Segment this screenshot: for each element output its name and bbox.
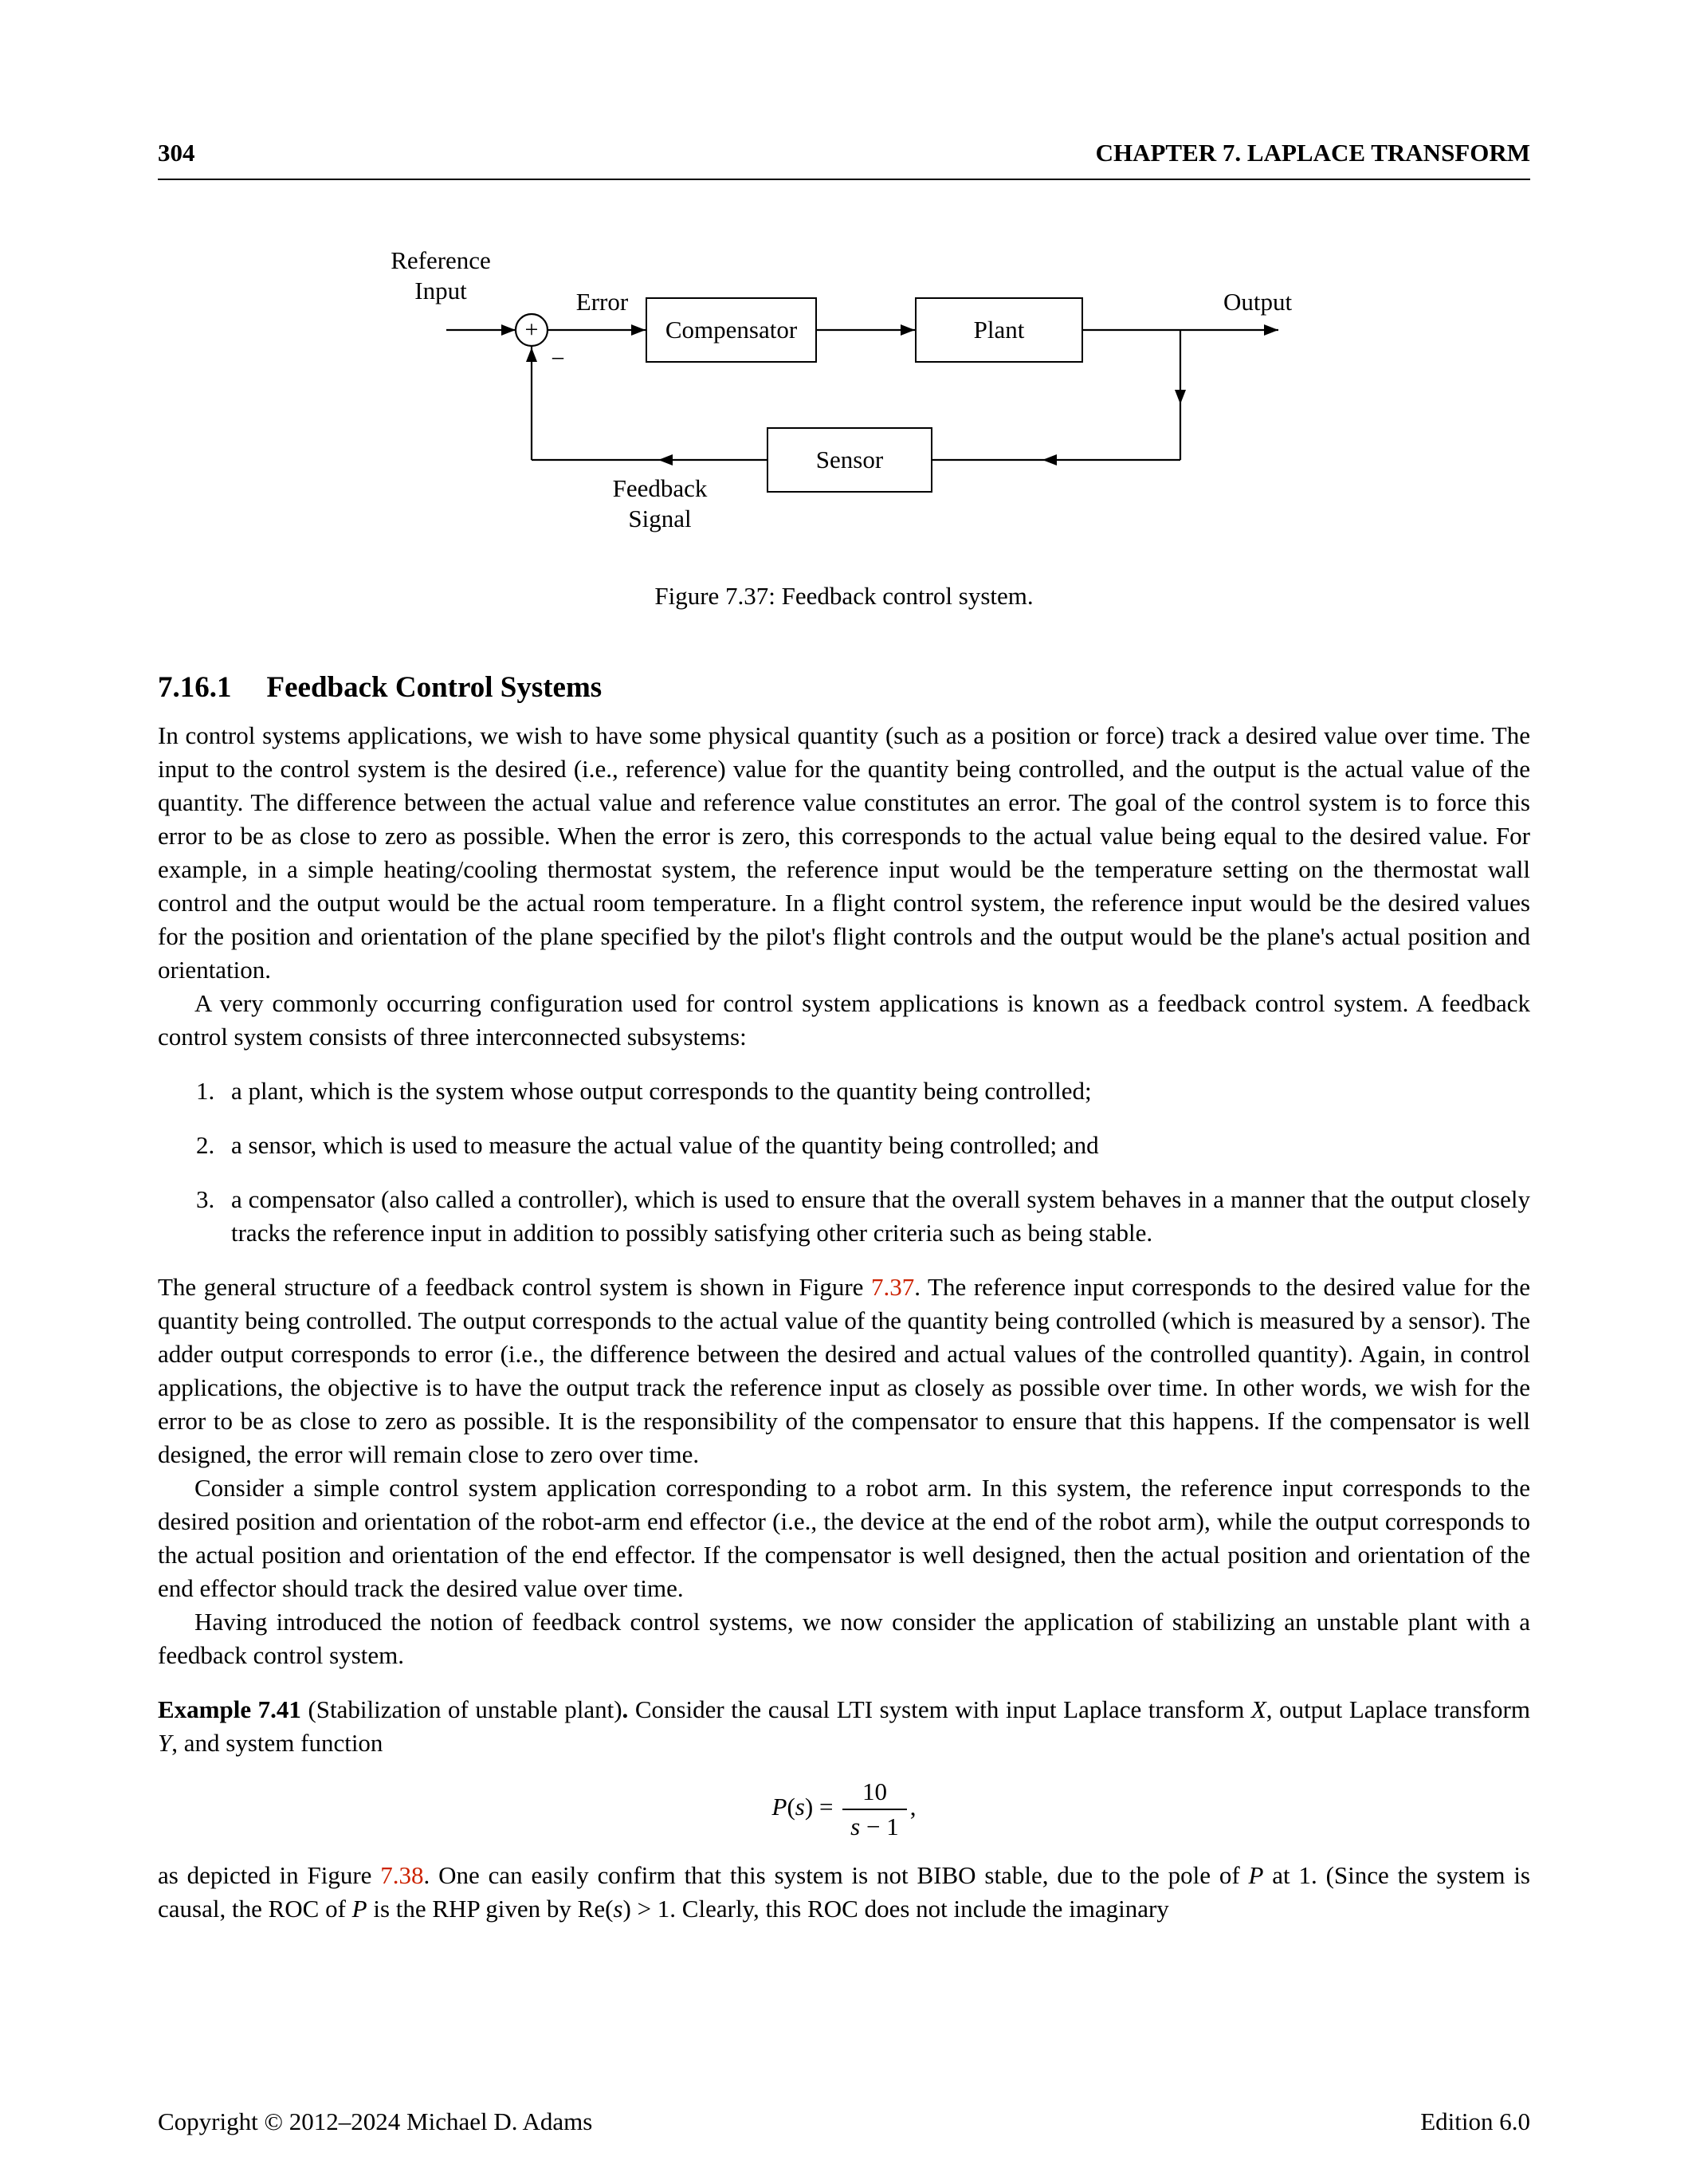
arrow-into-plant	[901, 324, 915, 336]
paragraph-general-structure	[158, 1271, 1530, 1471]
text-run: ) > 1. Clearly, this ROC does not include the imaginary	[622, 1895, 1169, 1923]
text-run: at 1. (Since the system is causal, the ROC of	[158, 1861, 1530, 1923]
text-run: . The reference input corresponds to the desired value for the quantity being controlled. The output corresponds to the actual value of the quantity being controlled (which is measured by a sensor). The adder output corresponds to error (i.e., the difference between the desired and actual values of the controlled quantity). Again, in control applications, the objective is to have the output track the reference input as closely as possible over time. In other words, we wish for the error to be as close to zero as possible. It is the responsibility of the compensator to ensure that this happens. If the compensator is well designed, the error will remain close to zero over time.	[158, 1273, 1531, 1468]
text-run: as depicted in Figure	[158, 1861, 381, 1889]
figure-ref-7-38[interactable]: 7.38	[380, 1861, 424, 1889]
math-var-s: s	[613, 1895, 623, 1923]
figure-caption: Figure 7.37: Feedback control system.	[654, 582, 1034, 610]
text-run: The general structure of a feedback control system is shown in Figure	[158, 1273, 872, 1301]
output-label: Output	[1223, 288, 1293, 316]
arrow-into-compensator	[631, 324, 646, 336]
math-paren: (	[787, 1793, 795, 1821]
list-number: 1.	[196, 1077, 215, 1105]
text-run: , and system function	[171, 1729, 383, 1757]
adder-minus-sign: −	[551, 344, 565, 372]
math-minus: −	[860, 1813, 887, 1840]
example-7-41	[158, 1693, 1530, 1760]
chapter-title: CHAPTER 7. LAPLACE TRANSFORM	[1095, 139, 1530, 167]
fraction-denominator	[842, 1809, 907, 1841]
text-run: Consider the causal LTI system with input Laplace transform	[628, 1695, 1251, 1723]
list-number: 3.	[196, 1185, 215, 1213]
figure-7-37	[158, 241, 1530, 612]
math-var-P: P	[1248, 1861, 1264, 1889]
math-var-s: s	[850, 1813, 861, 1840]
page-header	[158, 137, 1530, 180]
text-run: is the RHP given by Re(	[367, 1895, 614, 1923]
list-text: a plant, which is the system whose output corresponds to the quantity being controlled;	[231, 1077, 1092, 1105]
paragraph-having-introduced: Having introduced the notion of feedback control systems, we now consider the application of stabilizing an unstable plant with a feedback control system.	[158, 1608, 1530, 1669]
list-number: 2.	[196, 1131, 215, 1159]
text-run: , output Laplace transform	[1266, 1695, 1530, 1723]
error-label: Error	[575, 288, 629, 316]
paragraph-feedback-config: A very commonly occurring configuration used for control system applications is known as a feedback control system. A feedback control system consists of three interconnected subsystems:	[158, 989, 1530, 1051]
plant-label: Plant	[973, 316, 1025, 344]
sensor-block	[767, 427, 932, 493]
math-paren: )	[804, 1793, 814, 1821]
math-comma: ,	[909, 1793, 917, 1821]
arrow-into-sensor	[1042, 454, 1057, 465]
list-item-compensator	[158, 1183, 1530, 1250]
reference-input-label	[349, 246, 532, 306]
list-item-plant	[158, 1074, 1530, 1108]
subsystem-list	[158, 1074, 1530, 1250]
math-var-Y: Y	[158, 1729, 172, 1757]
reference-label-line1: Reference	[391, 246, 491, 274]
fraction	[842, 1777, 907, 1841]
paragraph-intro: In control systems applications, we wish to have some physical quantity (such as a position or force) track a desired value over time. The input to the control system is the desired (i.e., reference) value for the quantity being controlled, and the output is the actual value of the quantity. The difference between the actual value and reference value constitutes an error. The goal of the control system is to force this error to be as close to zero as possible. When the error is zero, this corresponds to the actual value being equal to the desired value. For example, in a simple heating/cooling thermostat system, the reference input would be the temperature setting on the thermostat wall control and the output would be the actual room temperature. In a flight control system, the reference input would be the desired values for the position and orientation of the plane specified by the pilot's flight controls and the output would be the plane's actual position and orientation.	[158, 721, 1530, 984]
list-item-sensor	[158, 1129, 1530, 1162]
arrow-branch-down	[1175, 390, 1186, 404]
arrow-output	[1264, 324, 1278, 336]
feedback-label-line2: Signal	[628, 505, 692, 532]
list-text: a compensator (also called a controller), which is used to ensure that the overall system behaves in a manner that the output closely tracks the reference input in addition to possibly satisfying other criteria such as being stable.	[231, 1185, 1530, 1247]
compensator-label: Compensator	[665, 316, 798, 344]
adder-plus-sign: +	[524, 316, 539, 343]
section-heading	[158, 670, 1530, 706]
feedback-signal-label	[584, 473, 736, 534]
list-text: a sensor, which is used to measure the actual value of the quantity being controlled; and	[231, 1131, 1099, 1159]
feedback-label-line1: Feedback	[612, 474, 708, 502]
copyright-text: Copyright © 2012–2024 Michael D. Adams	[158, 2107, 593, 2135]
page-number: 304	[158, 139, 195, 167]
reference-label-line2: Input	[414, 277, 467, 304]
example-period: .	[622, 1695, 629, 1723]
arrow-feedback-up	[526, 348, 537, 362]
compensator-block	[646, 297, 817, 363]
math-var-P: P	[351, 1895, 367, 1923]
figure-ref-7-37[interactable]: 7.37	[871, 1273, 915, 1301]
text-run: . One can easily confirm that this system is not BIBO stable, due to the pole of	[423, 1861, 1249, 1889]
math-equals: =	[813, 1793, 840, 1821]
plant-block	[915, 297, 1083, 363]
edition-text: Edition 6.0	[1420, 2107, 1530, 2135]
paragraph-closing	[158, 1859, 1530, 1926]
page-footer	[158, 2106, 1530, 2138]
equation-P-of-s	[158, 1777, 1530, 1841]
arrow-into-adder	[501, 324, 516, 336]
section-number: 7.16.1	[158, 671, 232, 704]
sensor-label: Sensor	[815, 446, 884, 473]
section-title: Feedback Control Systems	[266, 671, 603, 704]
paragraph-robot-arm: Consider a simple control system application corresponding to a robot arm. In this system, the reference input corresponds to the desired position and orientation of the robot-arm end effector (i.e., the device at the end of the robot arm), while the output corresponds to the actual position and orientation of the end effector. If the compensator is well designed, then the actual position and orientation of the end effector should track the desired value over time.	[158, 1474, 1530, 1602]
fraction-numerator: 10	[862, 1777, 887, 1805]
example-label: Example 7.41	[158, 1695, 301, 1723]
block-diagram	[158, 241, 1529, 560]
math-var-P: P	[771, 1793, 787, 1821]
example-subtitle: (Stabilization of unstable plant)	[300, 1695, 622, 1723]
arrow-feedback-left	[658, 454, 673, 465]
math-var-s: s	[795, 1793, 805, 1821]
math-one: 1	[886, 1813, 899, 1840]
math-var-X: X	[1250, 1695, 1266, 1723]
